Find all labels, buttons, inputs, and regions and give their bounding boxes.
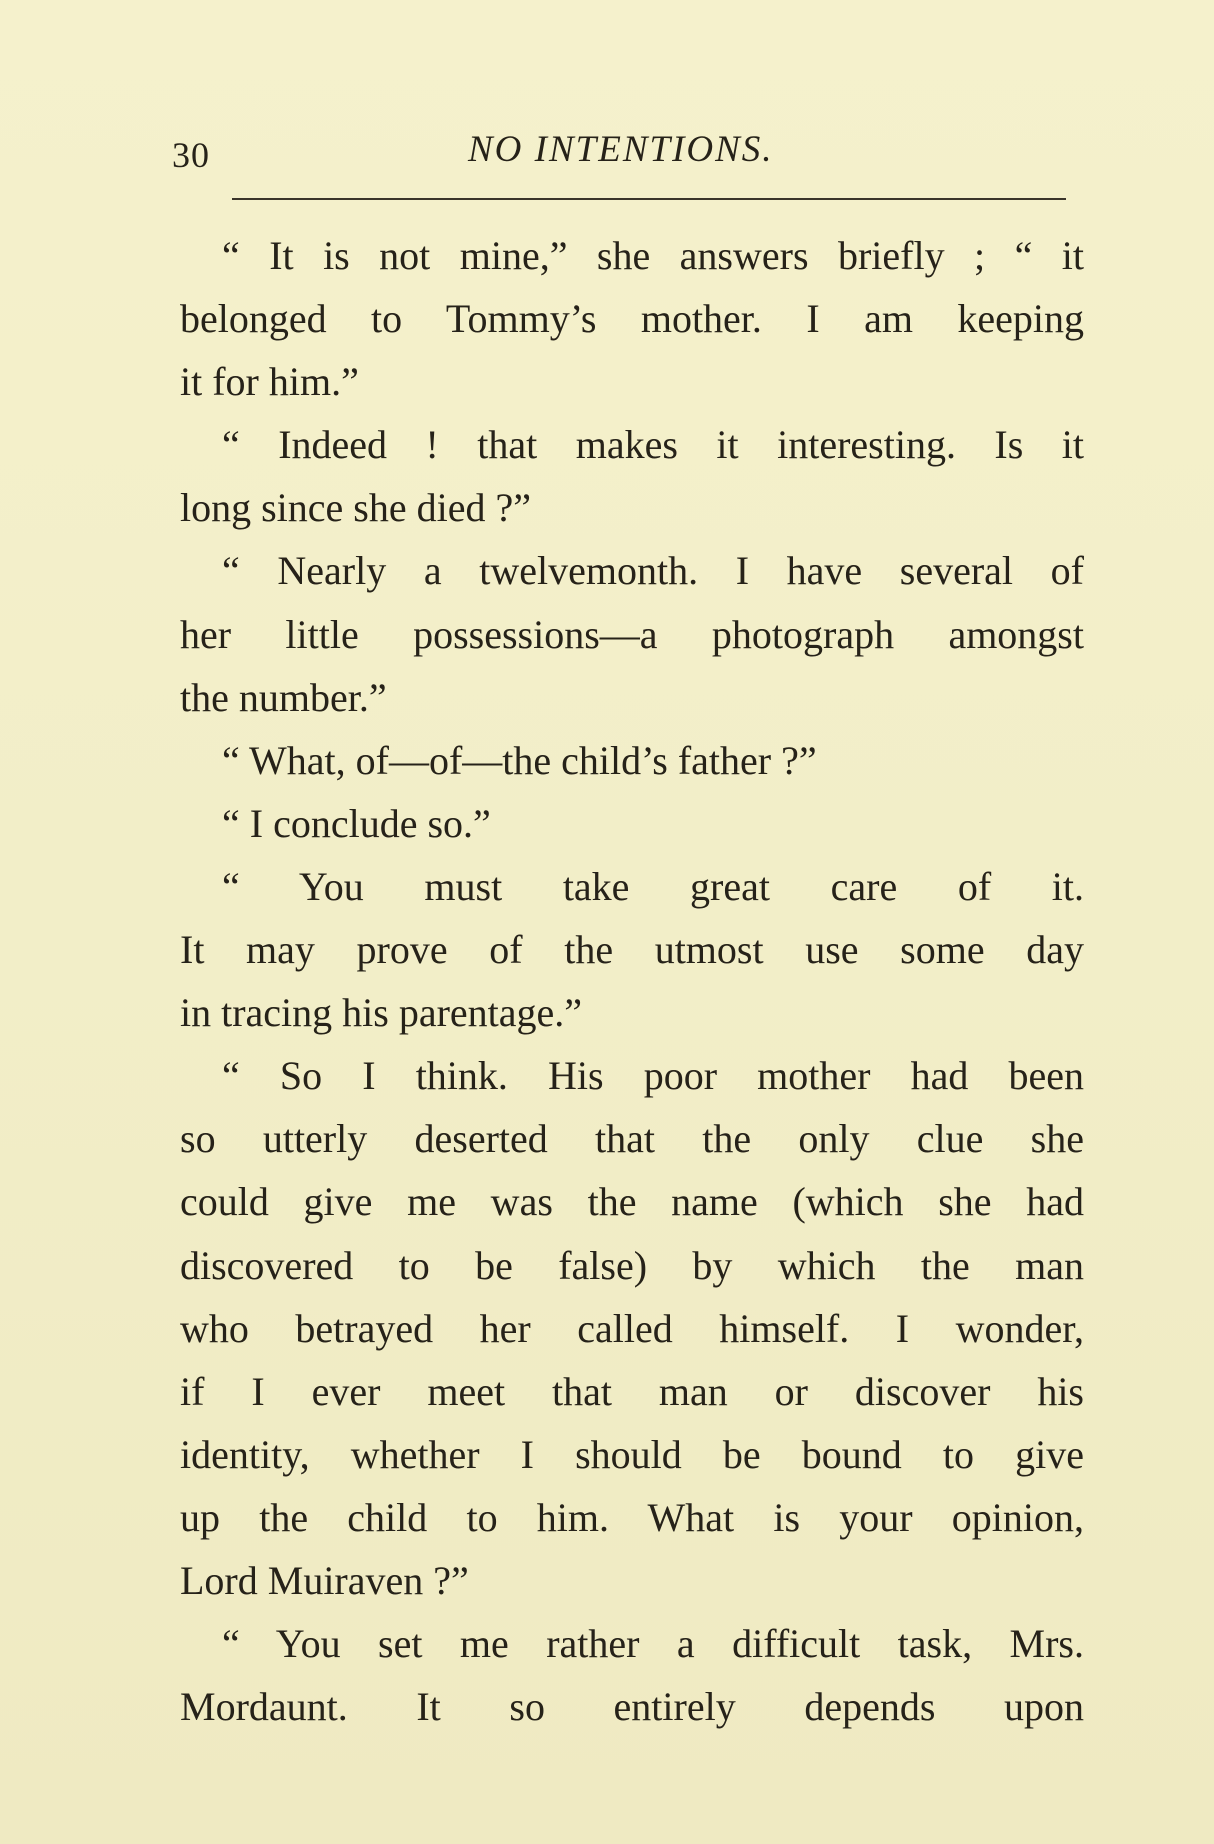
- text-line: could give me was the name (which she had: [180, 1179, 1084, 1225]
- text-line: it for him.”: [180, 359, 359, 405]
- text-line: “ So I think. His poor mother had been: [222, 1053, 1084, 1099]
- text-line: in tracing his parentage.”: [180, 990, 583, 1036]
- text-line: “ You must take great care of it.: [222, 863, 1084, 909]
- header-rule: [232, 198, 1066, 200]
- text-line: if I ever meet that man or discover his: [180, 1368, 1084, 1414]
- text-line: so utterly deserted that the only clue she: [180, 1116, 1084, 1162]
- body-text: [180, 224, 1084, 1738]
- text-line: Mordaunt. It so entirely depends upon: [180, 1684, 1084, 1730]
- page-header: [172, 128, 1067, 178]
- text-line: belonged to Tommy’s mother. I am keeping: [180, 296, 1084, 342]
- page-number: 30: [172, 135, 210, 175]
- text-line: the number.”: [180, 674, 387, 720]
- text-line: “ It is not mine,” she answers briefly ; “ it: [222, 233, 1084, 278]
- text-line: discovered to be false) by which the man: [180, 1242, 1084, 1288]
- text-line: identity, whether I should be bound to give: [180, 1431, 1084, 1477]
- text-line: her little possessions—a photograph amongst: [180, 611, 1084, 657]
- text-line: Lord Muiraven ?”: [180, 1557, 469, 1603]
- text-line: “ I conclude so.”: [222, 800, 491, 846]
- running-title: NO INTENTIONS.: [468, 129, 774, 170]
- text-line: “ You set me rather a difficult task, Mrs.: [222, 1621, 1084, 1667]
- text-line: “ Nearly a twelvemonth. I have several of: [222, 548, 1084, 594]
- text-line: long since she died ?”: [180, 485, 531, 531]
- text-line: “ What, of—of—the child’s father ?”: [222, 737, 817, 783]
- text-line: up the child to him. What is your opinion,: [180, 1494, 1084, 1540]
- text-line: “ Indeed ! that makes it interesting. Is it: [222, 422, 1084, 468]
- text-line: It may prove of the utmost use some day: [180, 927, 1084, 973]
- text-line: who betrayed her called himself. I wonder,: [180, 1305, 1084, 1351]
